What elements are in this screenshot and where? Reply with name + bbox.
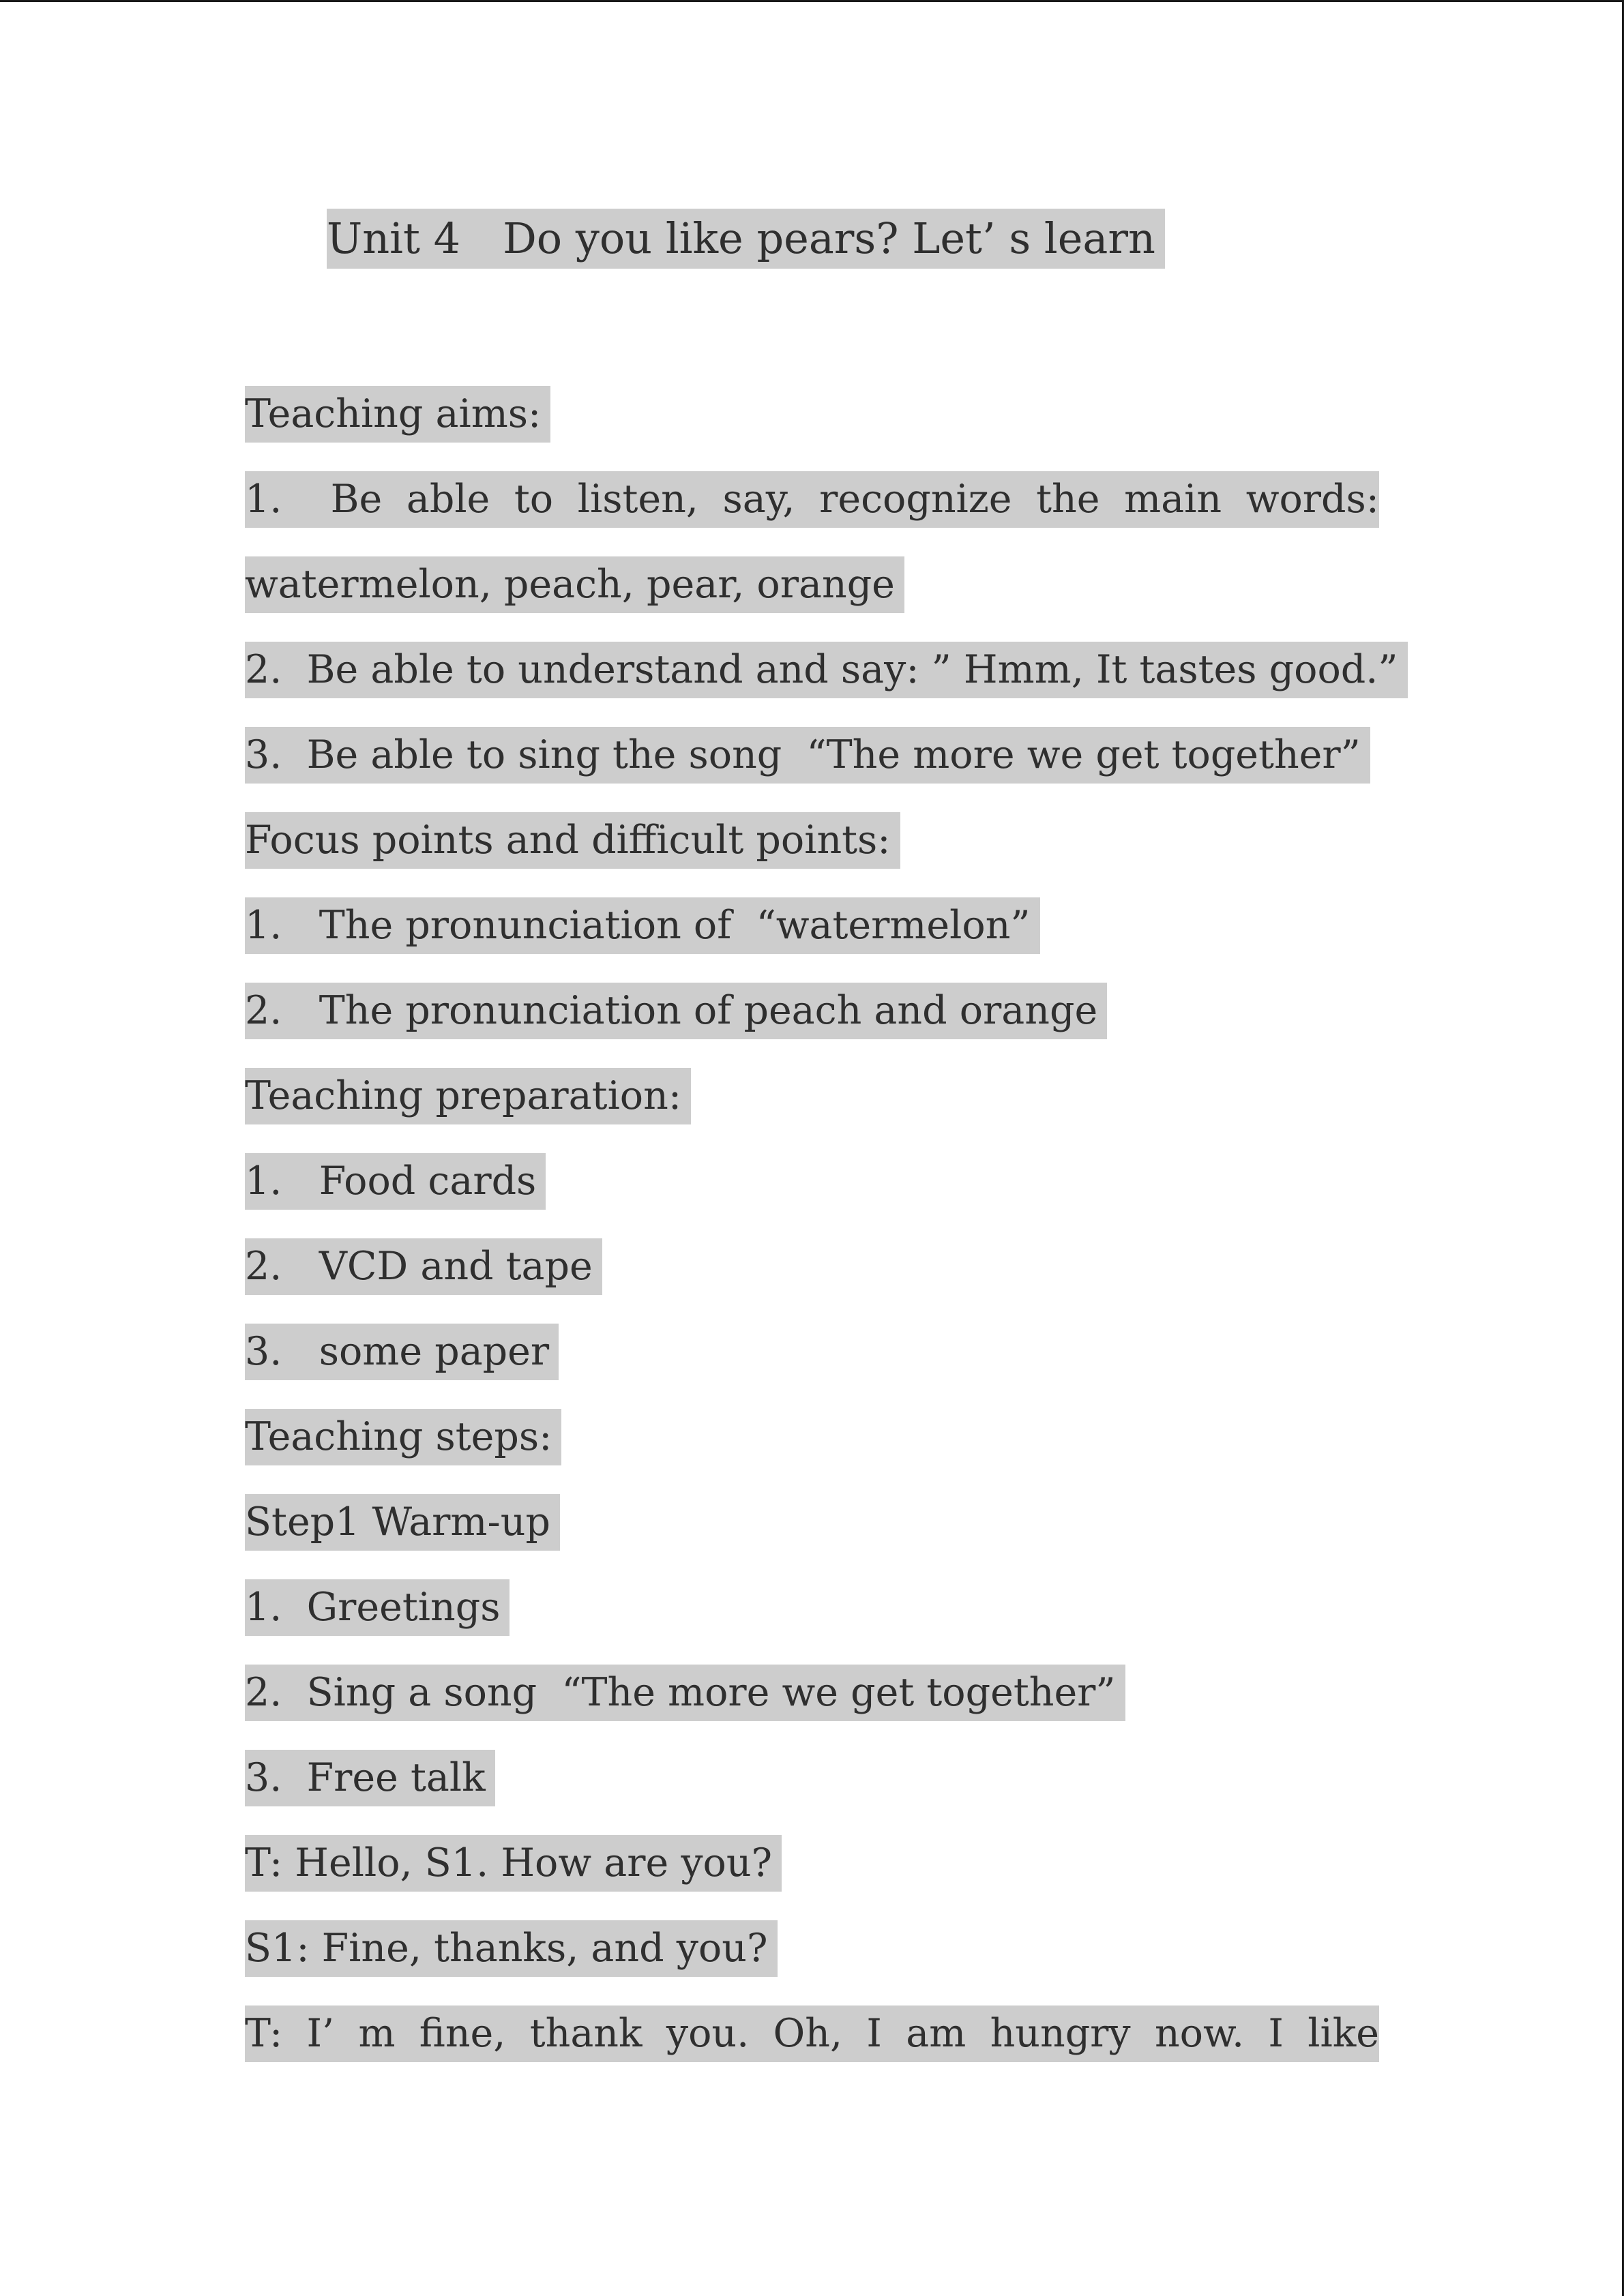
preparation-3: 3. some paper [245, 1324, 559, 1380]
heading-teaching-steps: Teaching steps: [245, 1409, 561, 1465]
step-1-heading: Step1 Warm-up [245, 1494, 560, 1551]
preparation-1: 1. Food cards [245, 1153, 546, 1210]
preparation-2: 2. VCD and tape [245, 1238, 602, 1295]
heading-teaching-preparation: Teaching preparation: [245, 1068, 691, 1124]
step-1-item-2: 2. Sing a song “The more we get together” [245, 1665, 1125, 1721]
step-1-item-3: 3. Free talk [245, 1750, 495, 1806]
aim-1-line-2: watermelon, peach, pear, orange [245, 556, 904, 613]
step-1-item-1: 1. Greetings [245, 1579, 510, 1636]
title-text: Unit 4 Do you like pears? Let’ s learn [327, 209, 1165, 269]
dialogue-line-2: S1: Fine, thanks, and you? [245, 1920, 778, 1977]
document-title [327, 209, 1165, 269]
dialogue-line-3: T: I’ m fine, thank you. Oh, I am hungry now. I like [245, 2006, 1379, 2062]
aim-2: 2. Be able to understand and say: ” Hmm, It tastes good.” [245, 642, 1408, 698]
heading-teaching-aims: Teaching aims: [245, 386, 550, 443]
aim-3: 3. Be able to sing the song “The more we get together” [245, 727, 1370, 784]
heading-focus-points: Focus points and difficult points: [245, 812, 900, 869]
focus-point-1: 1. The pronunciation of “watermelon” [245, 897, 1040, 954]
dialogue-line-1: T: Hello, S1. How are you? [245, 1835, 782, 1892]
focus-point-2: 2. The pronunciation of peach and orange [245, 983, 1107, 1039]
page-border-top [0, 0, 1624, 2]
aim-1-line-1: 1. Be able to listen, say, recognize the main words: [245, 471, 1379, 528]
